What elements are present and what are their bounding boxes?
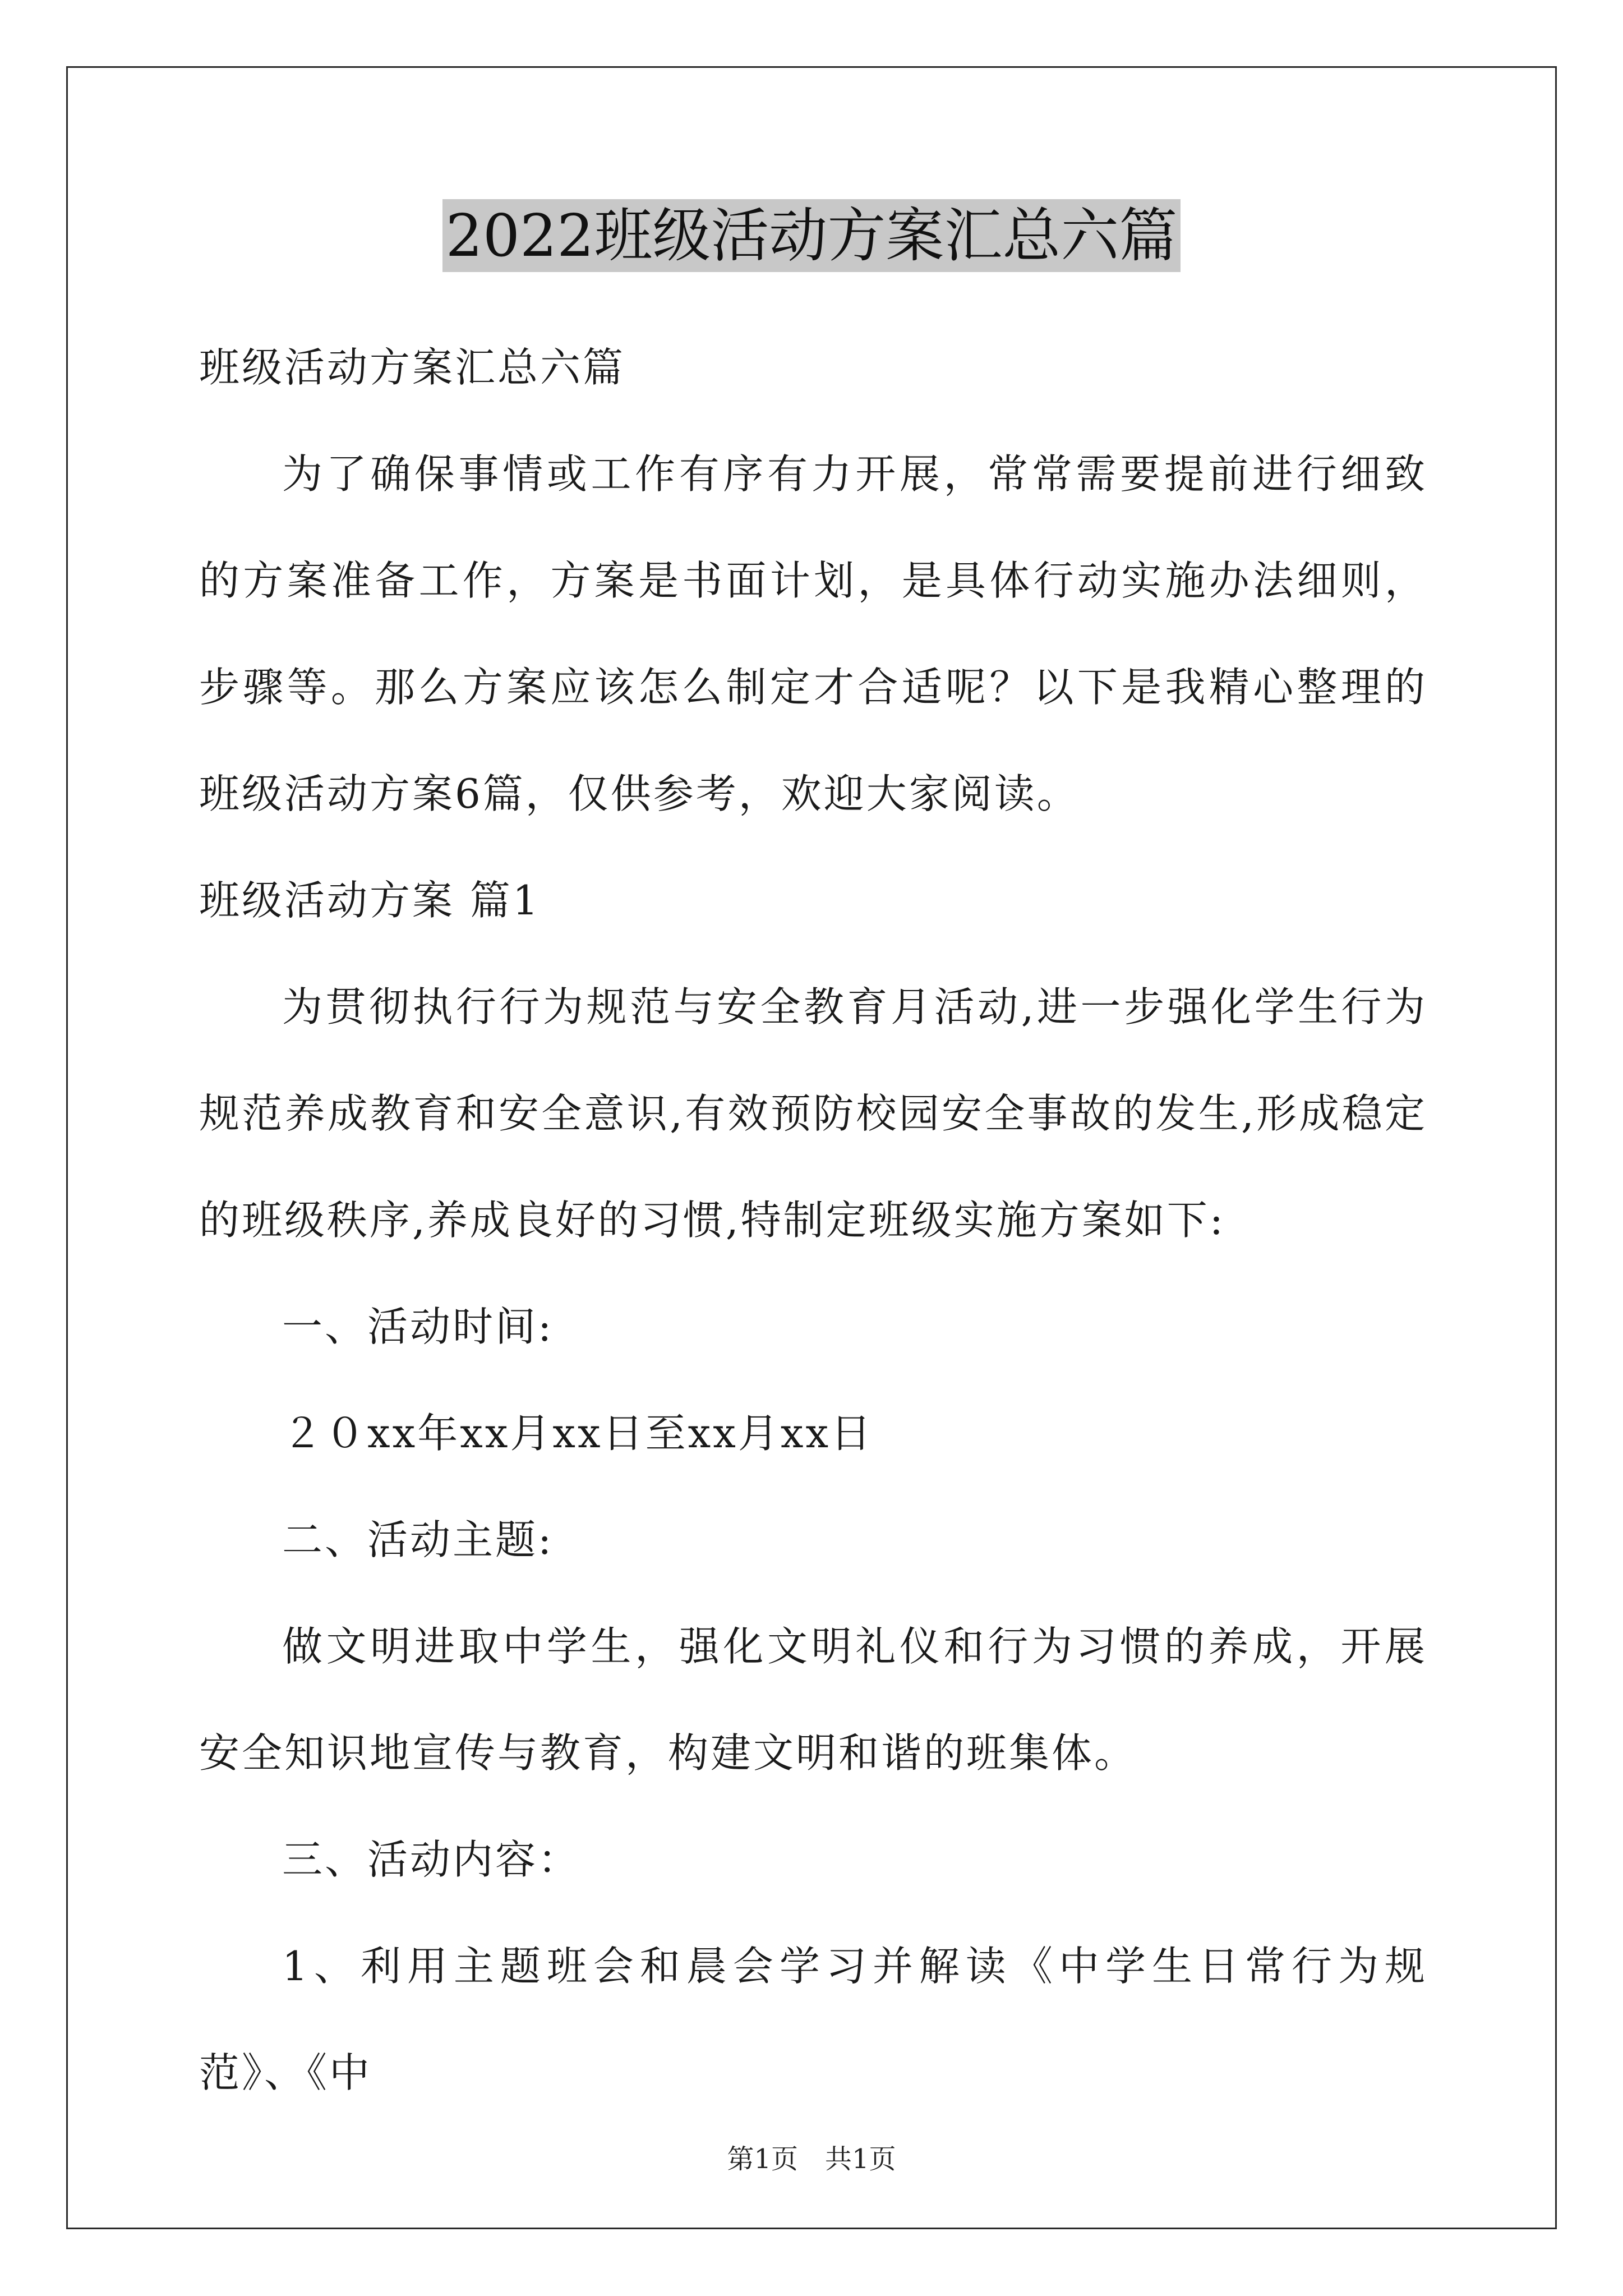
heading-activity-theme: 二、活动主题: [282,1516,554,1563]
intro-paragraph: 为了确保事情或工作有序有力开展，常常需要提前进行细致的方案准备工作，方案是书面计划，是具体行动实施办法细则，步骤等。那么方案应该怎么制定才合适呢？以下是我精心整理的班级活动方案6篇，仅供参考，欢迎大家阅读。 [199,450,1427,817]
heading-activity-content: 三、活动内容： [282,1836,581,1883]
activity-time-value: ２０xx年xx月xx日至xx月xx日 [282,1410,874,1457]
page-footer: 第1页 共1页 [727,2143,896,2175]
activity-theme-paragraph: 做文明进取中学生，强化文明礼仪和行为习惯的养成，开展安全知识地宣传与教育，构建文明和谐的班集体。 [199,1623,1427,1777]
document-subtitle: 班级活动方案汇总六篇 [199,344,626,391]
document-title: 2022班级活动方案汇总六篇 [442,199,1181,272]
section-intro-paragraph: 为贯彻执行行为规范与安全教育月活动,进一步强化学生行为规范养成教育和安全意识,有效预防校园安全事故的发生,形成稳定的班级秩序,养成良好的习惯,特制定班级实施方案如下: [199,983,1427,1244]
section-heading: 班级活动方案 篇1 [199,877,541,924]
title-container [0,199,1623,272]
heading-activity-time: 一、活动时间: [282,1303,554,1350]
content-item-1: 1、利用主题班会和晨会学习并解读《中学生日常行为规范》、《中 [199,1943,1427,2096]
